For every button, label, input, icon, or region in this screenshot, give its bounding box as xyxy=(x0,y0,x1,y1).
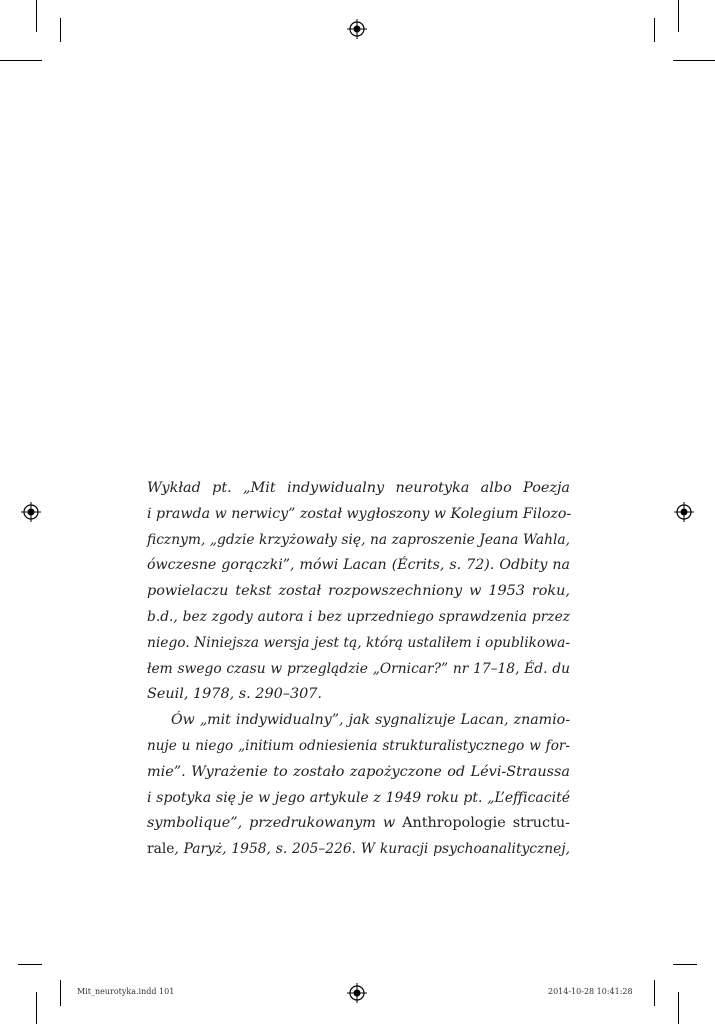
text-line-2: i prawda w nerwicy” został wygłoszony w Kolegium Filozo- xyxy=(147,505,572,522)
crop-mark-bottom-left-h xyxy=(18,964,42,965)
crop-mark-bottom-right-h xyxy=(673,964,697,965)
registration-mark-left-icon xyxy=(21,502,41,522)
crop-mark-top-left-v2 xyxy=(60,18,61,42)
crop-mark-top-right-v xyxy=(678,0,679,32)
text-line-3: ficznym, „gdzie krzyżowały się, na zaproszenie Jeana Wahla, xyxy=(147,531,570,548)
text-line-14 xyxy=(147,811,570,837)
text-line-5: powielaczu tekst został rozpowszechniony w 1953 roku, xyxy=(147,583,570,600)
slug-file-info: Mit_neurotyka.indd 101 xyxy=(77,987,175,996)
crop-mark-top-left-v xyxy=(36,0,37,32)
text-line-15 xyxy=(147,837,570,863)
text-line-7: niego. Niniejsza wersja jest tą, którą ustaliłem i opublikowa- xyxy=(147,634,570,651)
footnote-text-block xyxy=(147,476,570,863)
text-line-14-italic: symbolique”, przedrukowanym w xyxy=(147,815,403,832)
book-title-part2: rale xyxy=(147,841,175,858)
crop-mark-bottom-left-v2 xyxy=(60,980,61,1006)
slug-timestamp: 2014-10-28 10:41:28 xyxy=(548,987,633,996)
crop-mark-bottom-right-v xyxy=(678,992,679,1024)
text-line-15-italic: , Paryż, 1958, s. 205–226. W kuracji psychoanalitycznej, xyxy=(174,841,570,858)
registration-mark-right-icon xyxy=(674,502,694,522)
text-line-13: i spotyka się je w jego artykule z 1949 roku pt. „L’efficacité xyxy=(147,789,570,806)
registration-mark-top-icon xyxy=(347,19,367,39)
text-line-8: łem swego czasu w przeglądzie „Ornicar?” nr 17–18, Éd. du xyxy=(147,660,570,677)
crop-mark-top-right-v2 xyxy=(654,18,655,42)
book-title-part1: Anthropologie structu- xyxy=(402,815,570,832)
text-line-1: Wykład pt. „Mit indywidualny neurotyka albo Poezja xyxy=(147,480,570,496)
text-line-6: b.d., bez zgody autora i bez uprzedniego sprawdzenia przez xyxy=(147,608,570,625)
registration-mark-bottom-icon xyxy=(347,983,367,1003)
crop-mark-bottom-right-v2 xyxy=(654,980,655,1006)
crop-mark-bottom-left-v xyxy=(36,992,37,1024)
text-line-10: Ów „mit indywidualny”, jak sygnalizuje Lacan, znamio- xyxy=(171,712,570,729)
text-line-9: Seuil, 1978, s. 290–307. xyxy=(147,686,323,703)
crop-mark-top-right-h xyxy=(673,60,715,61)
text-line-11: nuje u niego „initium odniesienia strukturalistycznego w for- xyxy=(147,737,570,754)
text-line-4: ówczesne gorączki”, mówi Lacan (Écrits, s. 72). Odbity na xyxy=(147,557,570,574)
crop-mark-top-left-h xyxy=(0,60,42,61)
text-line-12: mie”. Wyrażenie to zostało zapożyczone od Lévi-Straussa xyxy=(147,763,570,780)
